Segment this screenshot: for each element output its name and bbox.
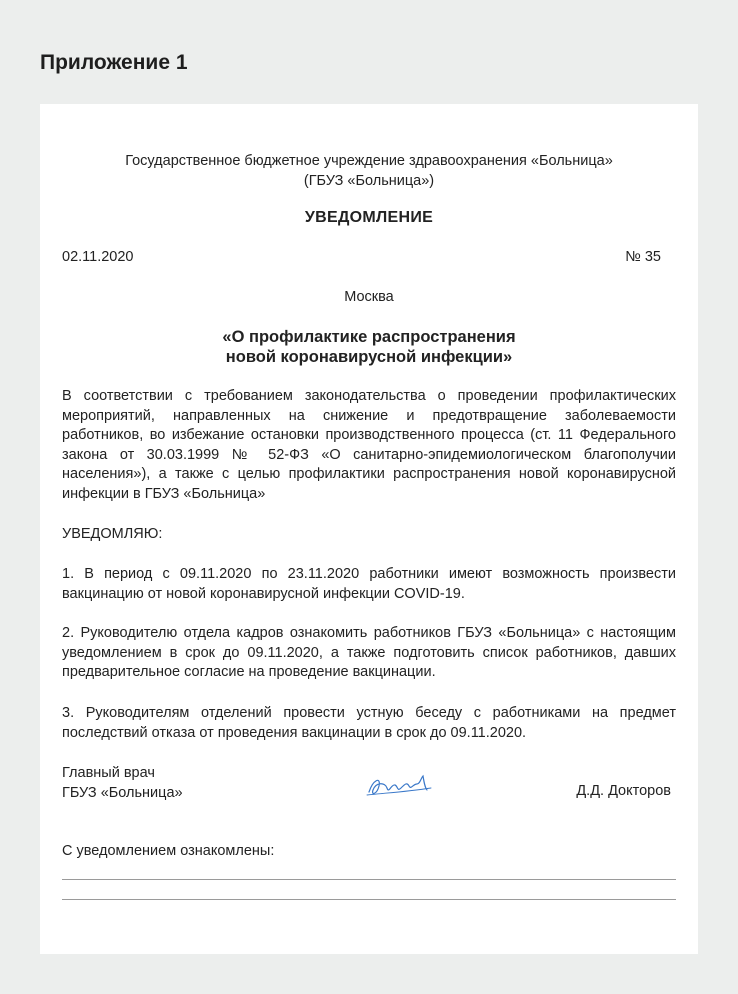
appendix-title: Приложение 1 bbox=[40, 51, 188, 74]
intro-paragraph: В соответствии с требованием законодательства о проведении профилактических мероприятий, направленных на снижение и предотвращение заболеваемости работников, во избежание остановки производственного процесса (ст. 11 Федерального закона от 30.03.1999 № 52-ФЗ «О санитарно-эпидемиологическом благополучии населения»), а также с целью профилактики распространения новой коронавирусной инфекции в ГБУЗ «Больница» bbox=[62, 388, 676, 502]
acknowledgement-label: С уведомлением ознакомлены: bbox=[62, 843, 275, 859]
item-2-paragraph: 2. Руководителю отдела кадров ознакомить работников ГБУЗ «Больница» с настоящим уведомлением в срок до 09.11.2020, а также подготовить список работников, давших предварительное согласие на проведение вакцинации. bbox=[62, 625, 676, 681]
document-city: Москва bbox=[344, 289, 394, 305]
signer-role-line-1: Главный врач bbox=[62, 765, 155, 781]
document-subject bbox=[40, 327, 698, 367]
signer-role bbox=[62, 763, 183, 803]
signer-name: Д.Д. Докторов bbox=[576, 783, 671, 799]
subject-line-1: «О профилактике распространения bbox=[222, 328, 516, 346]
signature-line-1 bbox=[62, 879, 676, 880]
signer-role-line-2: ГБУЗ «Больница» bbox=[62, 785, 183, 801]
organization-line-1: Государственное бюджетное учреждение здравоохранения «Больница» bbox=[125, 153, 613, 169]
item-3-paragraph: 3. Руководителям отделений провести устную беседу с работниками на предмет последствий отказа от проведения вакцинации в срок до 09.11.2020. bbox=[62, 705, 676, 741]
document-date: 02.11.2020 bbox=[62, 249, 134, 265]
document-number: № 35 bbox=[625, 249, 661, 265]
handwritten-signature bbox=[365, 772, 435, 800]
document-heading: УВЕДОМЛЕНИЕ bbox=[304, 209, 434, 226]
document-sheet bbox=[40, 104, 698, 954]
signature-line-2 bbox=[62, 899, 676, 900]
organization-line-2: (ГБУЗ «Больница») bbox=[303, 173, 435, 189]
subject-line-2: новой коронавирусной инфекции» bbox=[225, 348, 513, 366]
organization-name bbox=[40, 151, 698, 191]
item-1-paragraph: 1. В период с 09.11.2020 по 23.11.2020 работники имеют возможность произвести вакцинацию от новой коронавирусной инфекции COVID-19. bbox=[62, 566, 676, 602]
notify-paragraph: УВЕДОМЛЯЮ: bbox=[62, 526, 163, 542]
